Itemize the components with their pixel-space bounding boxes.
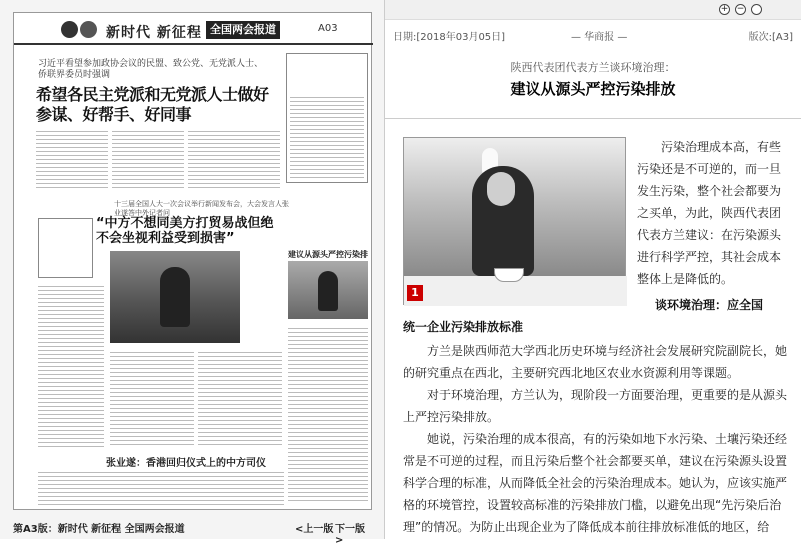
article-subheadline[interactable]: 习近平看望参加政协会议的民盟、致公党、无党派人士、侨联界委员时强调 bbox=[38, 59, 264, 80]
article-paragraph: 她说，污染治理的成本很高，有的污染如地下水污染、土壤污染还经常是不可逆的过程，而且污染后整个社会都要买单，建议在污染源头设置科学合理的标准，从而降低全社会的污染治理成本。她认为，应该实施严格的环境管控，设置较高标准的污染排放门槛，以避免出现“先污染后治理”的情况。为防止出现企业为了降低成本前往排放标准低的地区，给 bbox=[403, 432, 788, 534]
article-kicker: 陕西代表团代表方兰谈环境治理： bbox=[510, 61, 676, 74]
article-date: 日期:[2018年03月05日] bbox=[393, 32, 506, 43]
article-headline: 建议从源头严控污染排放 bbox=[510, 80, 676, 98]
zoom-out-button[interactable]: − bbox=[736, 4, 745, 14]
edition-label: 第A3版：新时代 新征程 全国两会报道 bbox=[13, 524, 185, 535]
emblem-icon bbox=[61, 21, 78, 38]
reader-toolbar bbox=[385, 0, 801, 20]
article-meta bbox=[393, 28, 793, 42]
article-body-column bbox=[38, 283, 104, 448]
reset-zoom-button[interactable] bbox=[751, 4, 762, 15]
press-conference-photo[interactable] bbox=[110, 251, 240, 343]
speaker-figure bbox=[160, 267, 190, 327]
article-paragraph: 方兰是陕西师范大学西北历史环境与经济社会发展研究院副院长，她的研究重点在西北，主要研究西北地区农业水资源利用等课题。 bbox=[403, 344, 788, 380]
teacup-shape bbox=[494, 268, 524, 282]
article-body-column bbox=[36, 128, 108, 190]
sidebar-body bbox=[290, 94, 364, 178]
interview-photo-thumbnail[interactable] bbox=[288, 261, 368, 319]
article-body-column bbox=[110, 349, 194, 447]
sidebar-box[interactable] bbox=[286, 53, 368, 183]
article-headline-bottom[interactable]: 张业遂：香港回归仪式上的中方司仪 bbox=[106, 458, 266, 469]
article-edition: 版次:[A3] bbox=[748, 32, 793, 43]
divider bbox=[385, 118, 801, 119]
prev-page-link[interactable]: <上一版 bbox=[295, 524, 334, 535]
related-article-title[interactable]: 建议从源头严控污染排 bbox=[288, 250, 368, 259]
page-viewer-pane bbox=[0, 0, 384, 546]
side-column-box bbox=[38, 218, 93, 278]
article-paragraph: 对于环境治理，方兰认为，现阶段一方面要治理，更重要的是从源头上严控污染排放。 bbox=[403, 388, 788, 424]
photo-number-tag: 1 bbox=[407, 285, 423, 301]
newspaper-page-image[interactable] bbox=[13, 12, 372, 510]
emblem-icon bbox=[80, 21, 97, 38]
article-body-column bbox=[112, 128, 184, 190]
article-source: — 华商报 — bbox=[571, 32, 628, 43]
article-subhead: 谈环境治理：应全国 bbox=[655, 298, 764, 312]
page-masthead bbox=[14, 13, 373, 45]
article-body-column bbox=[198, 349, 282, 447]
person-face bbox=[487, 172, 515, 206]
article-subhead-continued: 统一企业污染排放标准 bbox=[403, 320, 524, 334]
masthead-title: 新时代 新征程 bbox=[106, 25, 202, 41]
article-body-column bbox=[288, 325, 368, 503]
edition-nav bbox=[13, 520, 372, 546]
next-page-link[interactable]: 下一版> bbox=[335, 524, 365, 546]
page-number: A03 bbox=[318, 23, 338, 34]
zoom-in-button[interactable]: + bbox=[720, 4, 729, 14]
article-body bbox=[403, 340, 791, 538]
article-subheadline[interactable]: 十三届全国人大一次会议举行新闻发布会，大会发言人张业遂答中外记者问 bbox=[114, 200, 289, 217]
article-lead-text: 污染治理成本高，有些污染还是不可逆的，而一旦发生污染，整个社会都要为之买单，为此，陕西代表团代表方兰建议：在污染源头进行科学严控，其社会成本整体上是降低的。 bbox=[637, 140, 782, 286]
person-figure bbox=[318, 271, 338, 311]
article-body-column bbox=[38, 469, 284, 505]
article-photo[interactable] bbox=[403, 137, 626, 305]
article-headline-main[interactable]: 希望各民主党派和无党派人士做好参谋、好帮手、好同事 bbox=[36, 85, 269, 124]
article-reader-pane bbox=[384, 0, 800, 539]
article-body-column bbox=[188, 128, 280, 190]
masthead-banner: 全国两会报道 bbox=[206, 21, 280, 39]
article-headline-secondary[interactable]: “中方不想同美方打贸易战但绝不会坐视利益受到损害” bbox=[96, 216, 274, 246]
